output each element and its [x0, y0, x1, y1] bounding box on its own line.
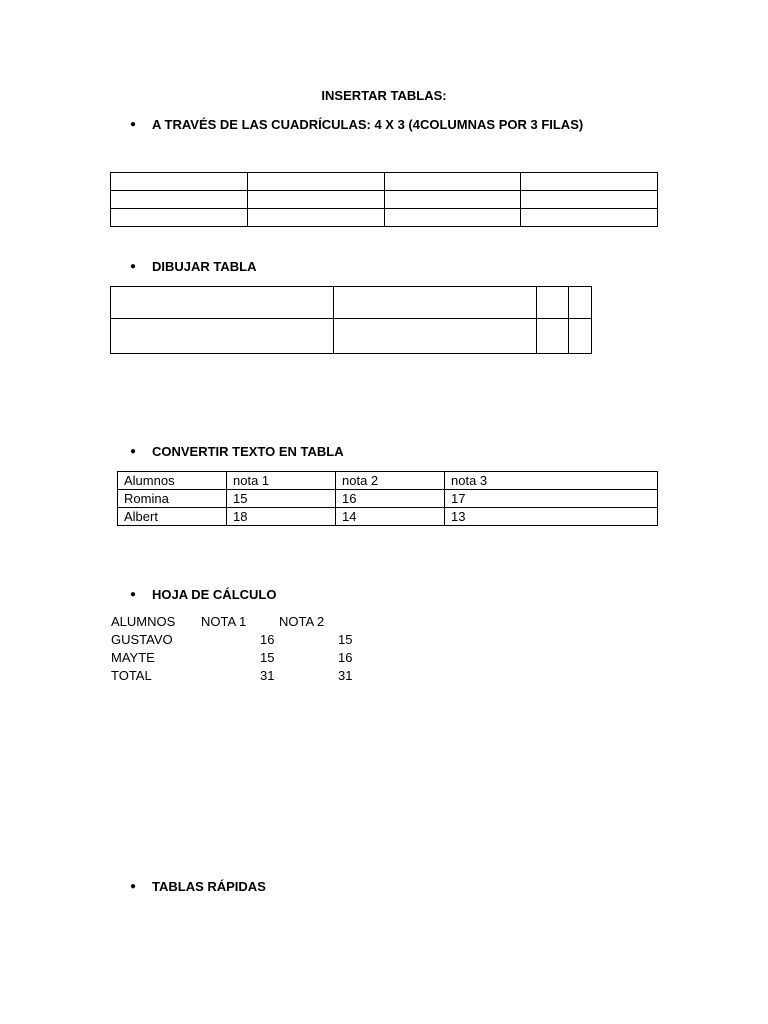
table-cell[interactable]: 18: [227, 508, 336, 526]
table-cell[interactable]: [521, 209, 658, 227]
table-cell[interactable]: [537, 287, 569, 319]
table-cell[interactable]: [384, 173, 521, 191]
section-sheet-heading: [128, 587, 276, 602]
table-cell[interactable]: [334, 287, 537, 319]
bullet-icon: ●: [129, 261, 137, 272]
table-cell[interactable]: 17: [445, 490, 658, 508]
sheet-cell: 16: [338, 650, 353, 665]
page-title: INSERTAR TABLAS:: [321, 88, 447, 103]
table-cell[interactable]: [111, 191, 248, 209]
section-quick-heading: [128, 879, 266, 894]
table-cell[interactable]: [111, 209, 248, 227]
section-heading-label: TABLAS RÁPIDAS: [152, 879, 266, 894]
sheet-cell: TOTAL: [111, 668, 152, 683]
table-cell[interactable]: Romina: [118, 490, 227, 508]
table-cell[interactable]: [384, 191, 521, 209]
table-cell[interactable]: [111, 287, 334, 319]
sheet-cell: 15: [260, 650, 275, 665]
table-cell[interactable]: [521, 173, 658, 191]
sheet-cell: NOTA 2: [279, 614, 325, 629]
bullet-icon: ●: [129, 589, 137, 600]
section-heading-label: DIBUJAR TABLA: [152, 259, 257, 274]
table-cell[interactable]: [247, 209, 384, 227]
section-convert-heading: [128, 444, 344, 459]
sheet-cell: 16: [260, 632, 275, 647]
converted-table[interactable]: [117, 471, 658, 526]
sheet-cell: 15: [338, 632, 353, 647]
table-row: [118, 472, 658, 490]
table-cell[interactable]: Alumnos: [118, 472, 227, 490]
table-cell[interactable]: nota 3: [445, 472, 658, 490]
section-heading-label: A TRAVÉS DE LAS CUADRÍCULAS: 4 X 3 (4COLUMNAS POR 3 FILAS): [152, 117, 584, 132]
table-cell[interactable]: [334, 319, 537, 354]
sheet-row: [0, 667, 768, 685]
bullet-icon: ●: [129, 446, 137, 457]
table-cell[interactable]: Albert: [118, 508, 227, 526]
sheet-cell: 31: [338, 668, 353, 683]
table-cell[interactable]: [247, 191, 384, 209]
sheet-row: [0, 631, 768, 649]
table-cell[interactable]: 15: [227, 490, 336, 508]
sheet-header-row: [0, 613, 768, 631]
table-cell[interactable]: [537, 319, 569, 354]
section-heading-label: CONVERTIR TEXTO EN TABLA: [152, 444, 344, 459]
section-grid-heading: [128, 117, 583, 132]
bullet-icon: ●: [129, 881, 137, 892]
sheet-cell: ALUMNOS: [111, 614, 176, 629]
table-cell[interactable]: [111, 319, 334, 354]
table-row: [118, 508, 658, 526]
drawn-table[interactable]: [110, 286, 592, 354]
sheet-cell: MAYTE: [111, 650, 155, 665]
table-cell[interactable]: [521, 191, 658, 209]
table-cell[interactable]: 14: [336, 508, 445, 526]
sheet-cell: GUSTAVO: [111, 632, 173, 647]
bullet-icon: ●: [129, 119, 137, 130]
table-cell[interactable]: [569, 319, 592, 354]
sheet-cell: 31: [260, 668, 275, 683]
table-cell[interactable]: [384, 209, 521, 227]
table-cell[interactable]: [247, 173, 384, 191]
table-cell[interactable]: 16: [336, 490, 445, 508]
sheet-row: [0, 649, 768, 667]
table-cell[interactable]: nota 1: [227, 472, 336, 490]
table-cell[interactable]: 13: [445, 508, 658, 526]
section-draw-heading: [128, 259, 256, 274]
section-heading-label: HOJA DE CÁLCULO: [152, 587, 277, 602]
sheet-cell: NOTA 1: [201, 614, 247, 629]
table-cell[interactable]: [569, 287, 592, 319]
table-cell[interactable]: [111, 173, 248, 191]
table-row: [118, 490, 658, 508]
grid-table[interactable]: [110, 172, 658, 227]
table-cell[interactable]: nota 2: [336, 472, 445, 490]
